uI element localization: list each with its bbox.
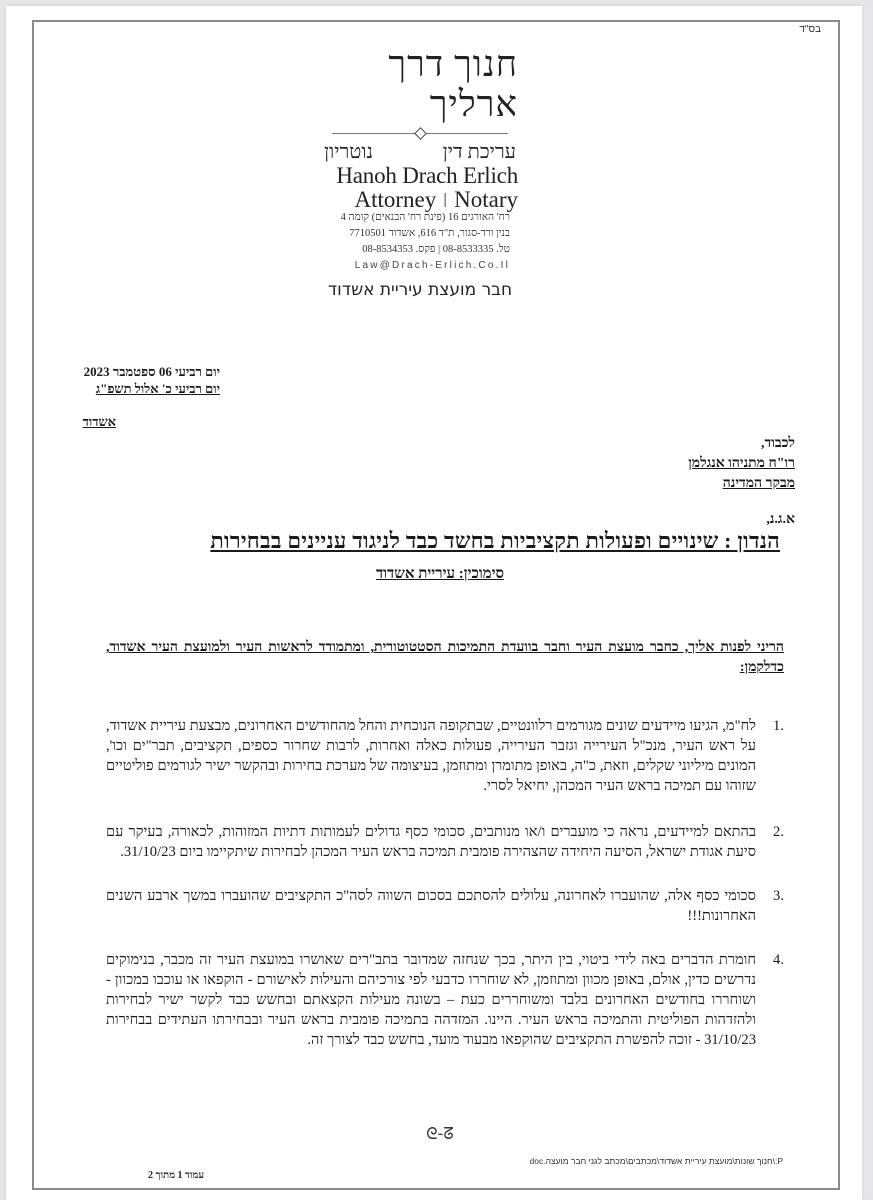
item-text: חומרת הדברים באה לידי ביטוי, בין היתר, בכך שנחזה שמדובר בתב"רים שאושרו במועצת העיר זה מכבר, בנימוקים נדרשים כדין, אולם, באופן מכוון ומתוזמן, לא שוחררו כדבעי לפי צורכיהם והעילות לאישורם - הוקפאו או עוכבו במכוון - ושוחררו בחודשים האחרונים בלבד ומשוחררים כעת – בשונה מעילות הקצאתם ובחשש כבד לקשר ישיר לבחירות ולהזדהות הפוליטית והתמיכה בראש העיר. היינו. המזדהה בתמיכה פומבית בראש העיר ובבחירתו העתידים בבחירות 31/10/23 - זוכה להפשרת התקציבים שהוקפאו מבעוד מועד, בחשש כבד לצורך זה. xyxy=(106,952,756,1048)
list-item xyxy=(106,716,784,796)
salutation: לכבוד, xyxy=(761,436,795,451)
english-title-notary: Notary xyxy=(454,187,518,212)
reference-line: סימוכין: עיריית אשדוד xyxy=(375,566,505,582)
council-member-title: חבר מועצת עיריית אשדוד xyxy=(327,280,513,300)
address-line: בנין ורד-סגור, ת"ד 616, אשדוד 7710501 xyxy=(349,228,510,239)
item-text: לח"מ, הגיעו מיידעים שונים מגורמים רלוונטיים, שבתקופה הנוכחית והחל מהחודשים האחרונים, מבצעת עיריית אשדוד, על ראש העיר, מנכ"ל העירייה וגזבר העירייה, פעולות כאלה ואחרות, לרבות שחרור כספים, תקציבים, תבר"ים וכו', המונים מיליוני שקלים, וזאת, כ"ה, באופן מתומרן ומתוזמן, בעיצומה של מערכת בחירות ובהקשר ישיר לגורמים פוליטיים שזוהו עם תמיכה בראש העיר המכהן, יחיאל לסרי. xyxy=(106,718,756,794)
hebrew-title-attorney: עריכת דין xyxy=(442,141,516,163)
intro-paragraph: הריני לפנות אליך, כחבר מועצת העיר וחבר בוועדת התמיכות הסטטוטורית, ומתמודד לראשות העיר ולמועצת העיר אשדוד, כדלקמן: xyxy=(106,640,784,675)
english-firm-name: Hanoh Drach Erlich xyxy=(336,163,518,188)
address-block xyxy=(330,210,510,274)
item-number: 1. xyxy=(773,718,784,734)
list-item xyxy=(106,822,784,862)
email-address[interactable]: Law@Drach-Erlich.Co.Il xyxy=(354,260,510,271)
item-number: 3. xyxy=(773,888,784,904)
item-text: בהתאם למיידעים, נראה כי מועברים ו/או מנותבים, סכומי כסף גדולים לעמותות דתיות המזוהות, לכאורה, בעיקר עם סיעת אגודת ישראל, הסיעה היחידה שהצהירה פומבית תמיכה בראש העיר המכהן לבחירות שיתקיימו ביום 31/10/23. xyxy=(106,824,756,860)
city-name: אשדוד xyxy=(82,414,116,429)
ornamental-divider xyxy=(332,128,508,138)
english-title-attorney: Attorney xyxy=(354,187,437,212)
recipient-name: רו"ח מתניהו אנגלמן xyxy=(688,456,795,471)
list-item xyxy=(106,886,784,926)
list-item xyxy=(106,950,784,1050)
recipient-block xyxy=(575,434,795,494)
page-number: עמוד 1 מתוך 2 xyxy=(148,1170,204,1181)
file-path: P:\חנוך שונות\מועצת עיריית אשדוד\מכתבים\מכתב לגני חבר מועצה.doc xyxy=(529,1156,783,1166)
item-number: 2. xyxy=(773,824,784,840)
hebrew-date: יום רביעי כ' אלול תשפ"ג xyxy=(95,381,220,396)
item-text: סכומי כסף אלה, שהועברו לאחרונה, עלולים להסתכם בסכום השווה לסה"כ התקציבים שהועברו במשך ארבע השנים האחרונות!!! xyxy=(106,888,756,924)
title-separator: | xyxy=(443,191,448,208)
hebrew-title-notary: נוטריון xyxy=(324,141,373,163)
greeting: א.ג.נ, xyxy=(766,512,795,527)
closing-ornament-icon: ᘓ-ᘔ xyxy=(426,1124,454,1143)
address-line: רח' האורגים 16 (פינת רח' הבנאים) קומה 4 xyxy=(340,212,510,223)
bsd-mark: בס"ד xyxy=(799,24,821,35)
item-number: 4. xyxy=(773,952,784,968)
phone-fax-line: טל. 08-8533335 | פקס. 08-8534353 xyxy=(362,244,510,255)
letterhead xyxy=(318,44,518,215)
hebrew-firm-name: חנוך דרך ארליך xyxy=(388,44,518,124)
subject-line: הנדון : שינויים ופעולות תקציביות בחשד כבד לניגוד עניינים בבחירות xyxy=(210,528,780,553)
hebrew-titles xyxy=(318,140,518,164)
diamond-ornament-icon xyxy=(414,127,427,140)
recipient-title: מבקר המדינה xyxy=(722,476,795,491)
gregorian-date: יום רביעי 06 ספטמבר 2023 xyxy=(83,364,220,379)
numbered-list xyxy=(106,716,784,1050)
